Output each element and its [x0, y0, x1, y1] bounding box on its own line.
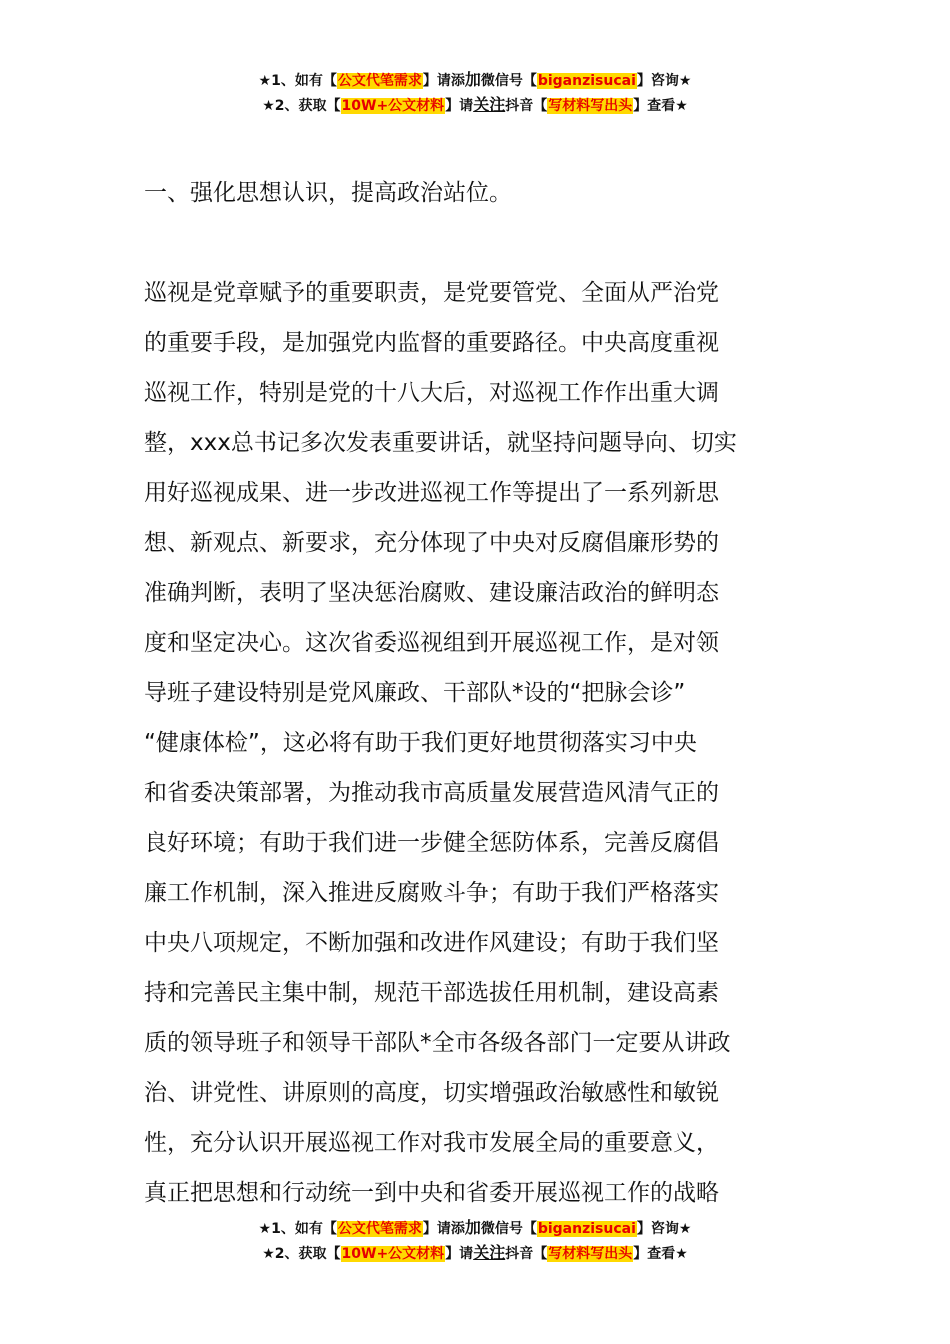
banner-text: ★1、如有【 — [258, 1221, 337, 1237]
banner-text: ★1、如有【 — [258, 73, 337, 89]
banner-text: 抖音【 — [505, 1246, 548, 1262]
highlight-douyin-account: 写材料写出头 — [548, 98, 633, 114]
banner-text: 】咨询★ — [636, 1221, 692, 1237]
header-banner — [0, 68, 950, 118]
highlight-wechat-id: biganzisucai — [537, 73, 636, 89]
banner-text: ★2、获取【 — [262, 1246, 341, 1262]
paragraph-line: 的重要手段，是加强党内监督的重要路径。中央高度重视 — [144, 330, 719, 356]
document-body — [144, 168, 808, 1218]
paragraph-line: 用好巡视成果、进一步改进巡视工作等提出了一系列新思 — [144, 480, 719, 506]
paragraph-line: 和省委决策部署，为推动我市高质量发展营造风清气正的 — [144, 780, 719, 806]
paragraph-line: 持和完善民主集中制，规范干部选拔任用机制，建设高素 — [144, 980, 719, 1006]
paragraph-line: 整，xxx总书记多次发表重要讲话，就坚持问题导向、切实 — [144, 430, 737, 456]
body-paragraph — [144, 268, 808, 1218]
banner-text: 】咨询★ — [636, 73, 692, 89]
highlight-douyin-account: 写材料写出头 — [548, 1246, 633, 1262]
banner-text: 抖音【 — [505, 98, 548, 114]
banner-text: ★2、获取【 — [262, 98, 341, 114]
section-heading: 一、强化思想认识，提高政治站位。 — [144, 180, 512, 206]
paragraph-line: 度和坚定决心。这次省委巡视组到开展巡视工作，是对领 — [144, 630, 719, 656]
banner-text: 微信号【 — [480, 1221, 537, 1237]
banner-text: 微信号【 — [480, 73, 537, 89]
highlight-service: 公文代笔需求 — [337, 73, 422, 89]
paragraph-line: 想、新观点、新要求，充分体现了中央对反腐倡廉形势的 — [144, 530, 719, 556]
paragraph-line: 治、讲党性、讲原则的高度，切实增强政治敏感性和敏锐 — [144, 1080, 719, 1106]
banner-text: 】请 — [445, 98, 474, 114]
banner-emphasis: 关注 — [473, 95, 506, 114]
banner-emphasis: 加 — [464, 70, 481, 89]
paragraph-line: 巡视是党章赋予的重要职责，是党要管党、全面从严治党 — [144, 280, 719, 306]
paragraph-line: 中央八项规定，不断加强和改进作风建设；有助于我们坚 — [144, 930, 719, 956]
paragraph-line: 廉工作机制，深入推进反腐败斗争；有助于我们严格落实 — [144, 880, 719, 906]
highlight-service: 公文代笔需求 — [337, 1221, 422, 1237]
paragraph-line: 准确判断，表明了坚决惩治腐败、建设廉洁政治的鲜明态 — [144, 580, 719, 606]
banner-text: 】请添 — [422, 73, 465, 89]
highlight-materials: 10W+公文材料 — [341, 1246, 445, 1262]
paragraph-line: 性，充分认识开展巡视工作对我市发展全局的重要意义， — [144, 1130, 719, 1156]
banner-text: 】查看★ — [633, 98, 688, 114]
banner-emphasis: 加 — [464, 1218, 481, 1237]
paragraph-line: 巡视工作，特别是党的十八大后，对巡视工作作出重大调 — [144, 380, 719, 406]
banner-line-2 — [0, 93, 950, 118]
paragraph-line: 质的领导班子和领导干部队*全市各级各部门一定要从讲政 — [144, 1030, 731, 1056]
banner-line-2 — [0, 1241, 950, 1266]
banner-emphasis: 关注 — [473, 1243, 506, 1262]
highlight-wechat-id: biganzisucai — [537, 1221, 636, 1237]
paragraph-line: 导班子建设特别是党风廉政、干部队*设的“把脉会诊” — [144, 680, 686, 706]
banner-text: 】查看★ — [633, 1246, 688, 1262]
banner-line-1 — [0, 1216, 950, 1241]
highlight-materials: 10W+公文材料 — [341, 98, 445, 114]
footer-banner — [0, 1216, 950, 1266]
banner-text: 】请添 — [422, 1221, 465, 1237]
paragraph-line: 真正把思想和行动统一到中央和省委开展巡视工作的战略 — [144, 1180, 719, 1206]
paragraph-line: 良好环境；有助于我们进一步健全惩防体系，完善反腐倡 — [144, 830, 719, 856]
paragraph-line: “健康体检”，这必将有助于我们更好地贯彻落实习中央 — [144, 730, 697, 756]
banner-text: 】请 — [445, 1246, 474, 1262]
banner-line-1 — [0, 68, 950, 93]
